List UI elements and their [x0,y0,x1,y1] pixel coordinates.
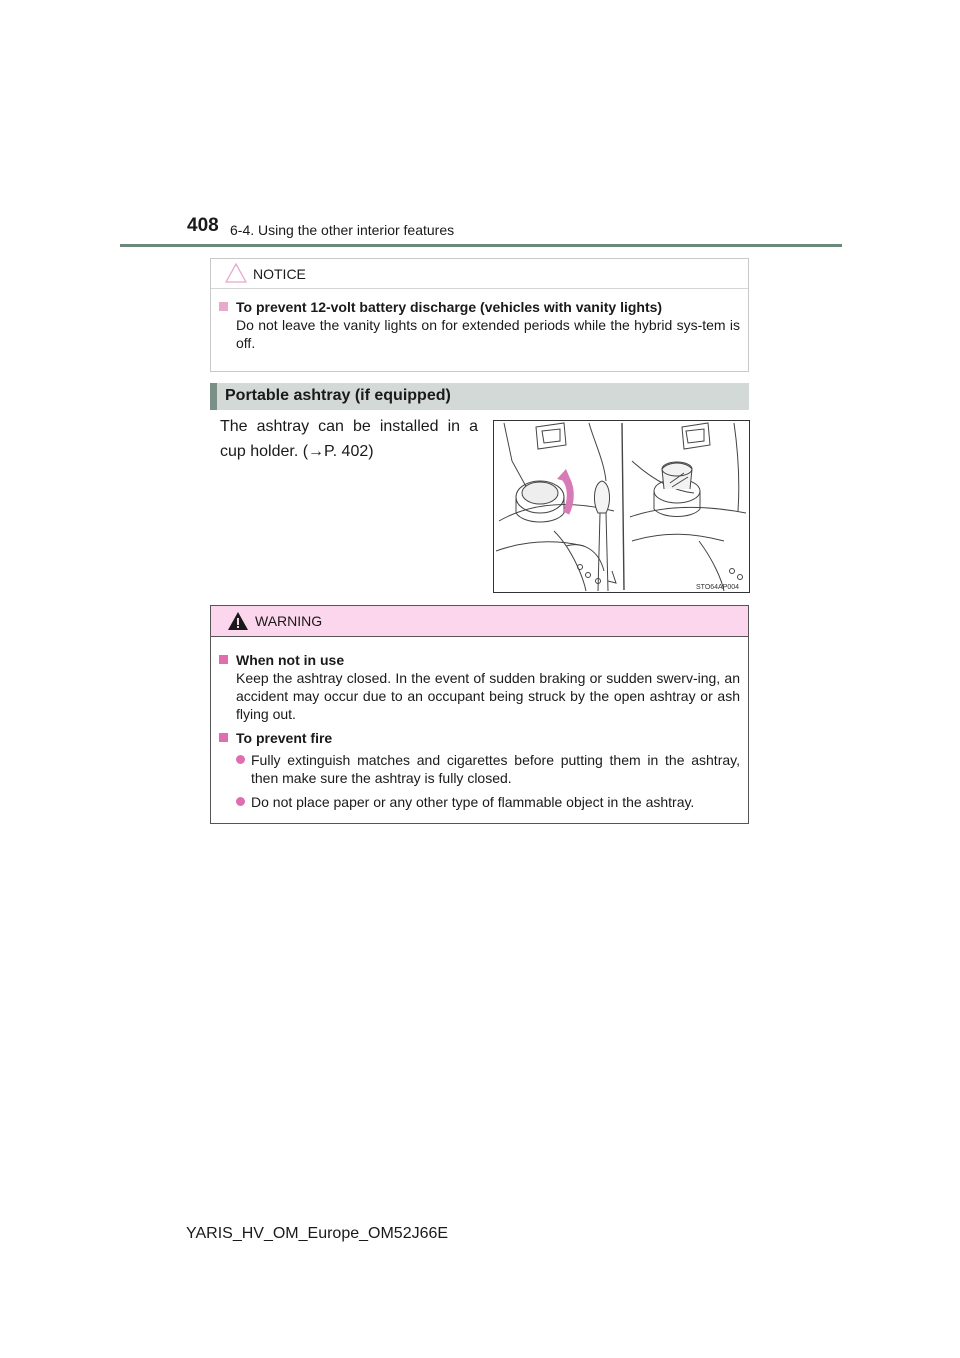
page-header [187,212,842,246]
list-item-text: Fully extinguish matches and cigarettes before putting them in the ashtray, then make sure the ashtray is fully closed. [251,752,740,786]
list-item [236,793,740,811]
warning-item-title-text: To prevent fire [236,730,333,746]
square-bullet-icon [219,655,228,664]
warning-label: WARNING [255,613,323,629]
section-heading: Portable ashtray (if equipped) [225,387,451,404]
warning-triangle-icon [227,611,249,631]
document-footer: YARIS_HV_OM_Europe_OM52J66E [186,1225,449,1242]
page-number: 408 [187,215,219,236]
round-bullet-icon [236,797,245,806]
square-bullet-icon [219,302,228,311]
warning-box [210,605,749,824]
illustration-code: STO64AP004 [696,584,740,591]
list-item-text: Do not place paper or any other type of flammable object in the ashtray. [251,794,695,810]
ashtray-illustration [493,420,750,593]
section-heading-bar [210,383,749,410]
notice-box [210,258,749,372]
warning-item-text: Keep the ashtray closed. In the event of sudden braking or sudden swerv-ing, an accident may occur due to an occupant being struck by the open ashtray or ash flying out. [236,670,740,722]
notice-item-title-text: To prevent 12-volt battery discharge (vehicles with vanity lights) [236,299,663,315]
warning-item-title [219,729,740,747]
warning-header [211,606,748,637]
notice-item-title [219,298,740,316]
round-bullet-icon [236,755,245,764]
warning-item-title [219,651,740,669]
square-bullet-icon [219,733,228,742]
header-rule [120,244,842,247]
notice-header [211,259,748,289]
caution-triangle-icon [225,263,247,283]
warning-item-title-text: When not in use [236,652,345,668]
list-item [236,751,740,787]
notice-item-text: Do not leave the vanity lights on for extended periods while the hybrid sys-tem is off. [236,317,740,351]
ashtray-drawing [494,421,749,592]
ashtray-intro-text: The ashtray can be installed in a cup holder. (→P. 402) [220,418,478,460]
notice-label: NOTICE [253,266,306,282]
section-title: 6-4. Using the other interior features [230,222,455,238]
